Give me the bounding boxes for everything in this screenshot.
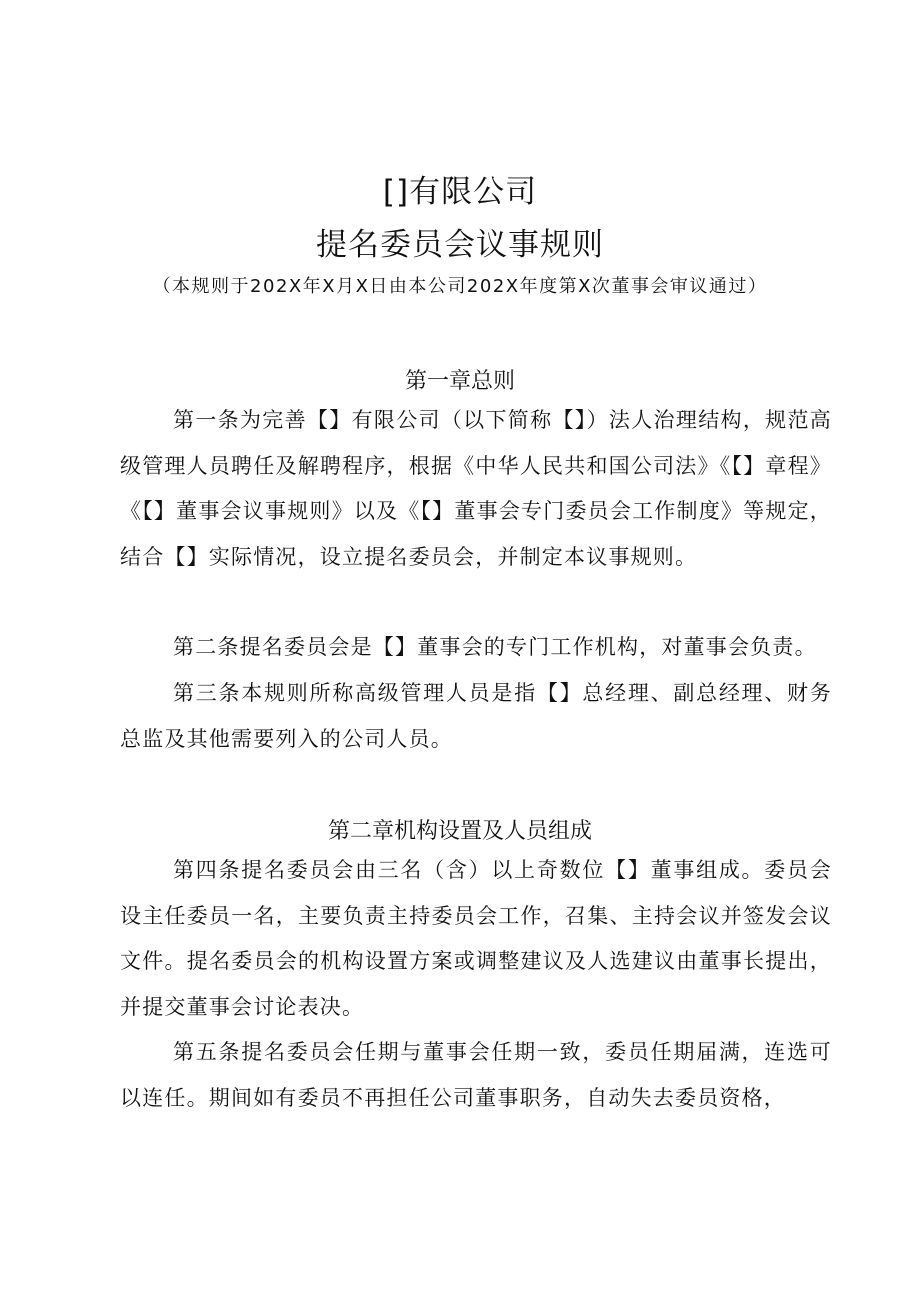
chapter-2-heading: 第二章机构设置及人员组成 [327,819,592,844]
article-1: 第一条为完善【】有限公司（以下简称【】）法人治理结构，规范高级管理人员聘任及解聘程序，根据《中华人民共和国公司法》《【】章程》《【】董事会议事规则》以及《【】董事会专门委员会工作制度》等规定，结合【】实际情况，设立提名委员会，并制定本议事规则。 [120,408,832,569]
approval-note: （本规则于202X年X月X日由本公司202X年度第X次董事会审议通过） [152,276,768,297]
chapter-1-heading: 第一章总则 [404,369,515,394]
document-title-company: []有限公司 [382,174,538,210]
document-title: 提名委员会议事规则 [316,227,604,263]
article-2: 第二条提名委员会是【】董事会的专门工作机构，对董事会负责。 [173,635,817,659]
article-4: 第四条提名委员会由三名（含）以上奇数位【】董事组成。委员会设主任委员一名，主要负责主持委员会工作，召集、主持会议并签发会议文件。提名委员会的机构设置方案或调整建议及人选建议由董事长提出，并提交董事会讨论表决。 [120,858,832,1019]
article-5: 第五条提名委员会任期与董事会任期一致，委员任期届满，连选可以连任。期间如有委员不再担任公司董事职务，自动失去委员资格， [120,1040,832,1110]
article-3: 第三条本规则所称高级管理人员是指【】总经理、副总经理、财务总监及其他需要列入的公司人员。 [120,681,832,751]
